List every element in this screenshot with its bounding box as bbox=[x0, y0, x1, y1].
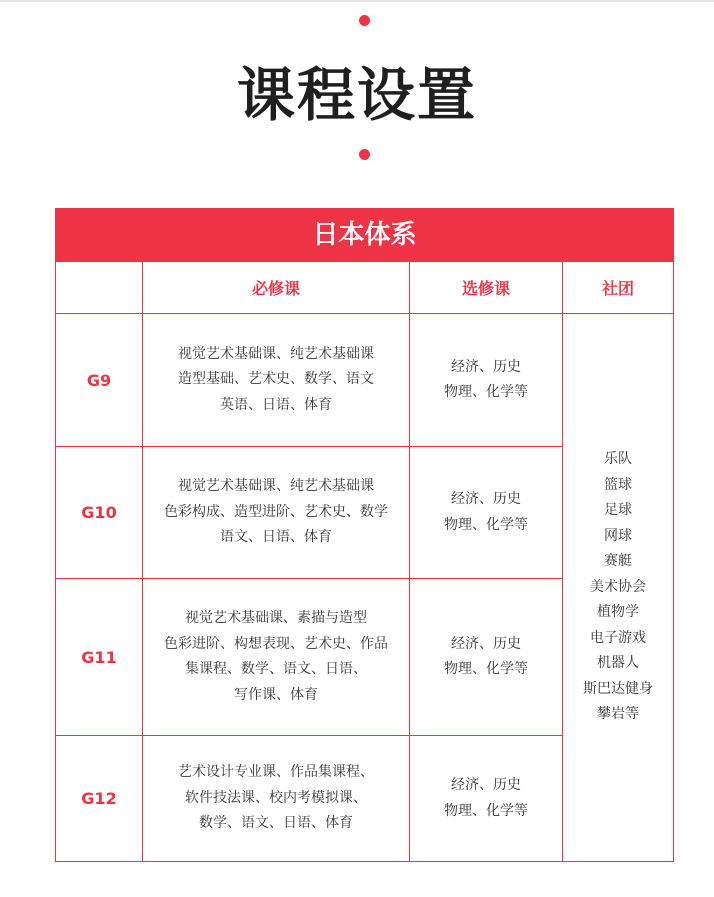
decorative-dot-bottom bbox=[359, 149, 370, 160]
course-line: 物理、化学等 bbox=[444, 661, 528, 677]
course-line: 软件技法课、校内考模拟课、 bbox=[185, 789, 367, 806]
course-line: 艺术设计专业课、作品集课程、 bbox=[178, 764, 374, 781]
course-line: 色彩构成、造型进阶、艺术史、数学 bbox=[164, 503, 388, 520]
column-header-elective: 选修课 bbox=[461, 279, 510, 298]
course-line: 英语、日语、体育 bbox=[220, 396, 332, 413]
top-divider bbox=[0, 0, 714, 2]
club-item: 网球 bbox=[604, 527, 632, 544]
curriculum-table bbox=[55, 208, 674, 862]
course-line: 经济、历史 bbox=[451, 491, 521, 507]
course-line: 视觉艺术基础课、纯艺术基础课 bbox=[178, 345, 374, 362]
grade-label: G10 bbox=[81, 503, 117, 522]
course-line: 集课程、数学、语文、日语、 bbox=[185, 661, 367, 677]
clubs-list bbox=[563, 314, 673, 861]
club-item: 篮球 bbox=[604, 476, 632, 493]
required-courses bbox=[143, 314, 409, 446]
course-line: 经济、历史 bbox=[451, 358, 521, 375]
club-item: 赛艇 bbox=[604, 553, 632, 570]
grade-label: G9 bbox=[86, 370, 112, 390]
required-courses bbox=[143, 579, 409, 735]
club-item: 足球 bbox=[604, 502, 632, 519]
course-line: 物理、化学等 bbox=[444, 384, 528, 400]
course-line: 经济、历史 bbox=[451, 777, 521, 793]
club-item: 美术协会 bbox=[590, 578, 646, 595]
table-heading: 日本体系 bbox=[56, 209, 673, 262]
decorative-dot-top bbox=[359, 15, 370, 26]
club-item: 乐队 bbox=[604, 451, 632, 468]
course-line: 视觉艺术基础课、纯艺术基础课 bbox=[178, 478, 374, 495]
course-line: 造型基础、艺术史、数学、语文 bbox=[178, 371, 374, 388]
grade-label: G11 bbox=[81, 647, 117, 667]
club-item: 斯巴达健身 bbox=[583, 680, 653, 697]
page-title: 课程设置 bbox=[236, 61, 477, 129]
club-item: 机器人 bbox=[597, 655, 639, 672]
course-line: 写作课、体育 bbox=[234, 686, 318, 703]
elective-courses bbox=[410, 736, 562, 861]
course-line: 语文、日语、体育 bbox=[220, 529, 332, 546]
club-item: 植物学 bbox=[597, 604, 639, 621]
course-line: 经济、历史 bbox=[451, 635, 521, 652]
elective-courses bbox=[410, 579, 562, 735]
required-courses bbox=[143, 447, 409, 578]
elective-courses bbox=[410, 314, 562, 446]
club-item: 电子游戏 bbox=[590, 629, 646, 646]
course-line: 色彩进阶、构想表现、艺术史、作品 bbox=[164, 635, 388, 652]
course-line: 物理、化学等 bbox=[444, 802, 528, 819]
course-line: 视觉艺术基础课、素描与造型 bbox=[185, 610, 367, 626]
column-header-clubs: 社团 bbox=[601, 279, 634, 298]
course-line: 数学、语文、日语、体育 bbox=[199, 815, 353, 832]
column-header-required: 必修课 bbox=[251, 279, 300, 298]
club-item: 攀岩等 bbox=[597, 706, 639, 723]
course-line: 物理、化学等 bbox=[444, 516, 528, 533]
elective-courses bbox=[410, 447, 562, 578]
required-courses bbox=[143, 736, 409, 861]
grade-label: G12 bbox=[81, 789, 117, 808]
